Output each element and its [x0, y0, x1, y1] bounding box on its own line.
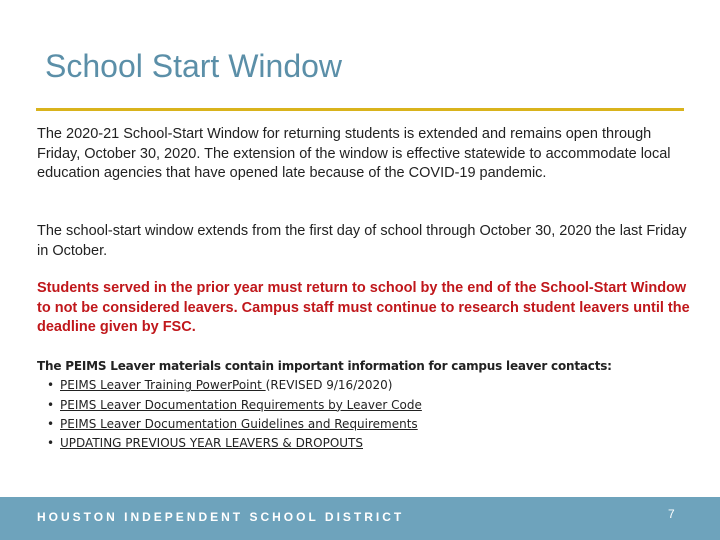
- leaver-materials-section: [37, 357, 697, 453]
- page-number: 7: [668, 507, 675, 521]
- link-documentation-requirements[interactable]: PEIMS Leaver Documentation Requirements by Leaver Code: [60, 397, 422, 412]
- leaver-links-list: [37, 376, 697, 453]
- title-divider: [36, 108, 684, 111]
- bullet-icon: •: [47, 378, 55, 393]
- link-documentation-guidelines[interactable]: PEIMS Leaver Documentation Guidelines and Requirements: [60, 416, 418, 431]
- paragraph-window-extension: The 2020-21 School-Start Window for returning students is extended and remains open through Friday, October 30, 2020. The extension of the window is effective statewide to accommodate local education agencies that have opened late because of the COVID-19 pandemic.: [37, 126, 671, 181]
- list-item: [37, 415, 697, 434]
- footer-org-name: HOUSTON INDEPENDENT SCHOOL DISTRICT: [37, 510, 405, 524]
- footer-bar: [0, 497, 720, 540]
- list-item: [37, 376, 697, 395]
- bullet-icon: •: [47, 397, 55, 412]
- link-leaver-training-powerpoint[interactable]: PEIMS Leaver Training PowerPoint: [60, 378, 266, 393]
- list-item: [37, 434, 697, 453]
- slide-title: School Start Window: [45, 48, 343, 84]
- link-updating-previous-year-leavers[interactable]: UPDATING PREVIOUS YEAR LEAVERS & DROPOUTS: [60, 436, 363, 451]
- leaver-materials-heading: The PEIMS Leaver materials contain important information for campus leaver contacts:: [37, 359, 612, 373]
- bullet-icon: •: [47, 436, 55, 451]
- paragraph-leaver-warning: Students served in the prior year must return to school by the end of the School-Start Window to not be considered leavers. Campus staff must continue to research student leavers until the deadline given by FSC.: [37, 280, 690, 335]
- link-note: (REVISED 9/16/2020): [265, 378, 393, 393]
- list-item: [37, 396, 697, 415]
- paragraph-window-dates: The school-start window extends from the first day of school through October 30, 2020 the last Friday in October.: [37, 223, 687, 259]
- bullet-icon: •: [47, 416, 55, 431]
